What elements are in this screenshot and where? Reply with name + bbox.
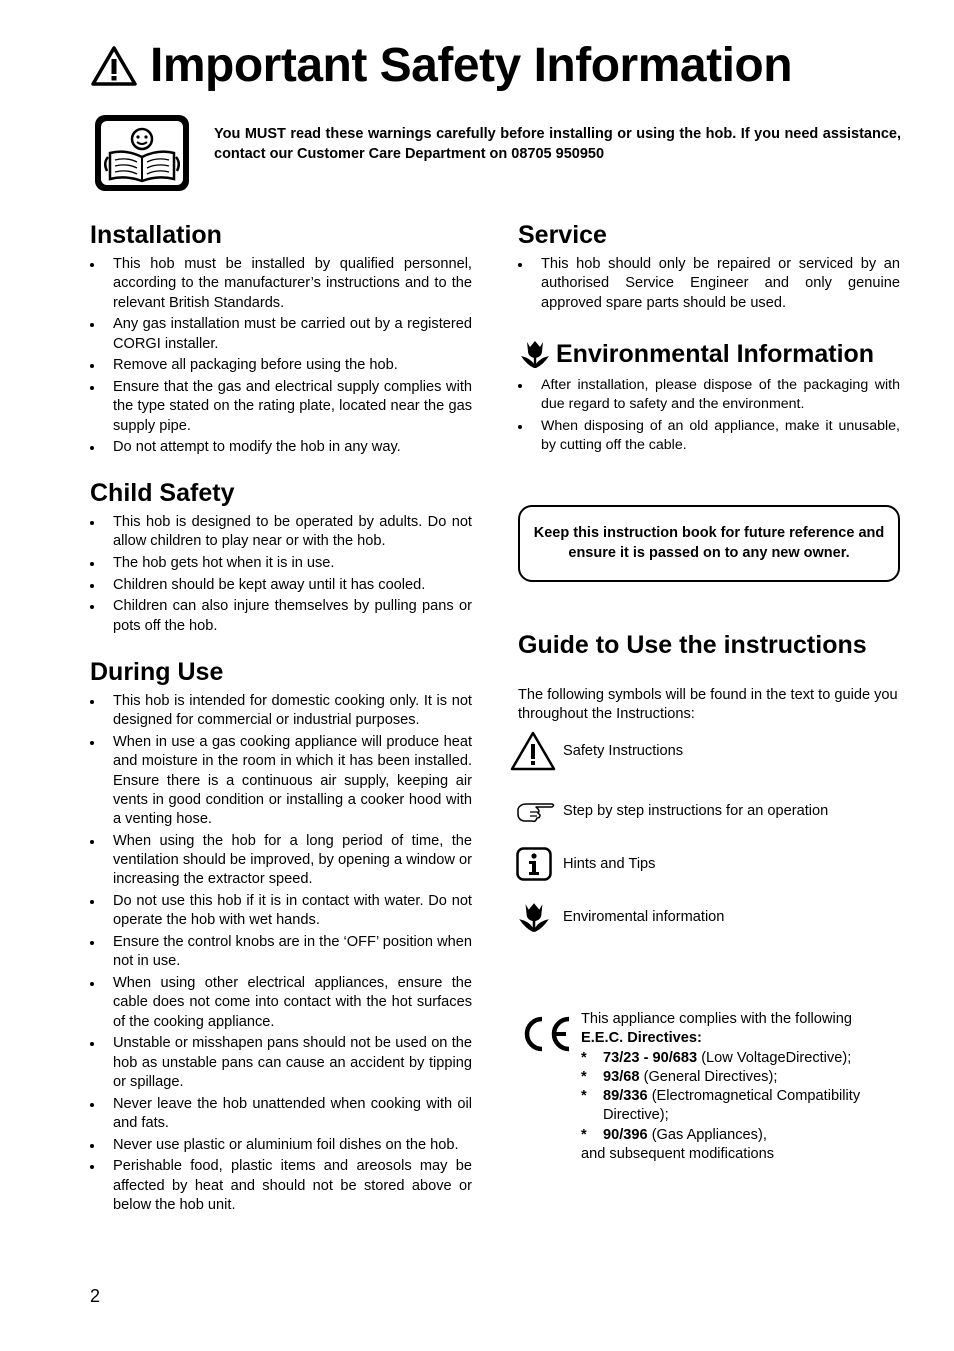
symbol-row-hints xyxy=(516,846,655,882)
list-item: Never use plastic or aluminium foil dishes on the hob. xyxy=(90,1136,472,1155)
ce-directive: * 93/68 (General Directives); xyxy=(581,1068,778,1085)
warning-triangle-icon xyxy=(510,731,556,771)
guide-section xyxy=(518,630,900,725)
warning-triangle-icon xyxy=(90,45,138,87)
guide-intro: The following symbols will be found in the text to guide you throughout the Instructions: xyxy=(518,687,898,723)
list-item: Ensure the control knobs are in the ‘OFF’ position when not in use. xyxy=(90,933,472,972)
list-item: When using other electrical appliances, ensure the cable does not come into contact with the hot surfaces of the cooking appliance. xyxy=(90,974,472,1032)
ce-line1: This appliance complies with the following xyxy=(581,1011,852,1027)
page-number: 2 xyxy=(90,1286,101,1306)
list-item: Children can also injure themselves by pulling pans or pots off the hob. xyxy=(90,597,472,636)
list-item: This hob must be installed by qualified personnel, according to the manufacturer’s instructions and to the relevant British Standards. xyxy=(90,255,472,313)
list-item: When using the hob for a long period of time, the ventilation should be improved, by opening a window or increasing the extractor speed. xyxy=(90,832,472,890)
installation-section xyxy=(90,220,472,460)
page-title-text: Important Safety Information xyxy=(150,39,793,92)
installation-heading: Installation xyxy=(90,221,222,249)
list-item: Do not attempt to modify the hob in any way. xyxy=(90,438,472,457)
symbol-row-steps xyxy=(516,797,828,825)
list-item: Do not use this hob if it is in contact with water. Do not operate the hob with wet hands. xyxy=(90,892,472,931)
ce-directive: * 73/23 - 90/683 (Low VoltageDirective); xyxy=(581,1049,852,1066)
service-section xyxy=(518,220,900,315)
intro-warning: You MUST read these warnings carefully before installing or using the hob. If you need assistance, contact our Customer Care Department on 08705 950950 xyxy=(214,126,901,162)
list-item: This hob should only be repaired or serviced by an authorised Service Engineer and only genuine approved spare parts should be used. xyxy=(518,255,900,313)
child-safety-list xyxy=(90,513,472,636)
ce-mark-icon xyxy=(518,1014,572,1054)
tulip-icon xyxy=(516,899,552,935)
read-manual-icon xyxy=(93,113,191,198)
list-item: Children should be kept away until it has cooled. xyxy=(90,576,472,595)
symbol-label: Step by step instructions for an operation xyxy=(563,803,829,819)
ce-directive: * 89/336 (Electromagnetical Compatibility Directive); xyxy=(581,1088,861,1124)
installation-list xyxy=(90,255,472,458)
environmental-list xyxy=(518,376,900,456)
list-item: The hob gets hot when it is in use. xyxy=(90,554,472,573)
symbol-label: Safety Instructions xyxy=(563,743,684,759)
list-item: When disposing of an old appliance, make it unusable, by cutting off the cable. xyxy=(518,417,900,456)
service-heading: Service xyxy=(518,221,607,249)
symbol-label: Hints and Tips xyxy=(563,856,656,872)
list-item: Never leave the hob unattended when cooking with oil and fats. xyxy=(90,1095,472,1134)
list-item: This hob is designed to be operated by adults. Do not allow children to play near or with the hob. xyxy=(90,513,472,552)
environmental-header xyxy=(518,337,900,371)
symbol-row-safety xyxy=(510,731,683,771)
ce-footer: and subsequent modifications xyxy=(581,1146,775,1163)
ce-text xyxy=(581,1010,901,1164)
during-use-section xyxy=(90,657,472,1218)
info-icon xyxy=(516,847,552,881)
list-item: Unstable or misshapen pans should not be used on the hob as unstable pans can cause an accident by tipping or spillage. xyxy=(90,1034,472,1092)
list-item: This hob is intended for domestic cooking only. It is not designed for commercial or industrial purposes. xyxy=(90,692,472,731)
list-item: After installation, please dispose of the packaging with due regard to safety and the environment. xyxy=(518,376,900,415)
environmental-heading: Environmental Information xyxy=(556,340,875,368)
environmental-section xyxy=(518,337,900,458)
keep-book-note-text: Keep this instruction book for future reference and ensure it is passed on to any new owner. xyxy=(533,525,885,561)
child-safety-heading: Child Safety xyxy=(90,479,235,507)
list-item: When in use a gas cooking appliance will produce heat and moisture in the room in which it has been installed. Ensure there is a continuous air supply, keeping air vents in good condition or installing a cooker hood with a venting hose. xyxy=(90,733,472,829)
keep-book-note xyxy=(518,505,900,582)
guide-heading: Guide to Use the instructions xyxy=(518,631,867,659)
symbol-row-environment xyxy=(516,899,724,935)
ce-directive: * 90/396 (Gas Appliances), xyxy=(581,1126,767,1143)
symbol-label: Enviromental information xyxy=(563,909,725,925)
service-list xyxy=(518,255,900,313)
child-safety-section xyxy=(90,478,472,638)
during-use-list xyxy=(90,692,472,1215)
list-item: Remove all packaging before using the hob. xyxy=(90,356,472,375)
ce-line2: E.E.C. Directives: xyxy=(581,1030,702,1047)
pointing-hand-icon xyxy=(516,799,556,823)
list-item: Any gas installation must be carried out by a registered CORGI installer. xyxy=(90,315,472,354)
list-item: Ensure that the gas and electrical supply complies with the type stated on the rating plate, located near the gas supply pipe. xyxy=(90,378,472,436)
list-item: Perishable food, plastic items and areosols may be affected by heat and should not be stored above or below the hob unit. xyxy=(90,1157,472,1215)
tulip-icon xyxy=(518,337,552,371)
page-title xyxy=(90,36,792,96)
during-use-heading: During Use xyxy=(90,658,224,686)
